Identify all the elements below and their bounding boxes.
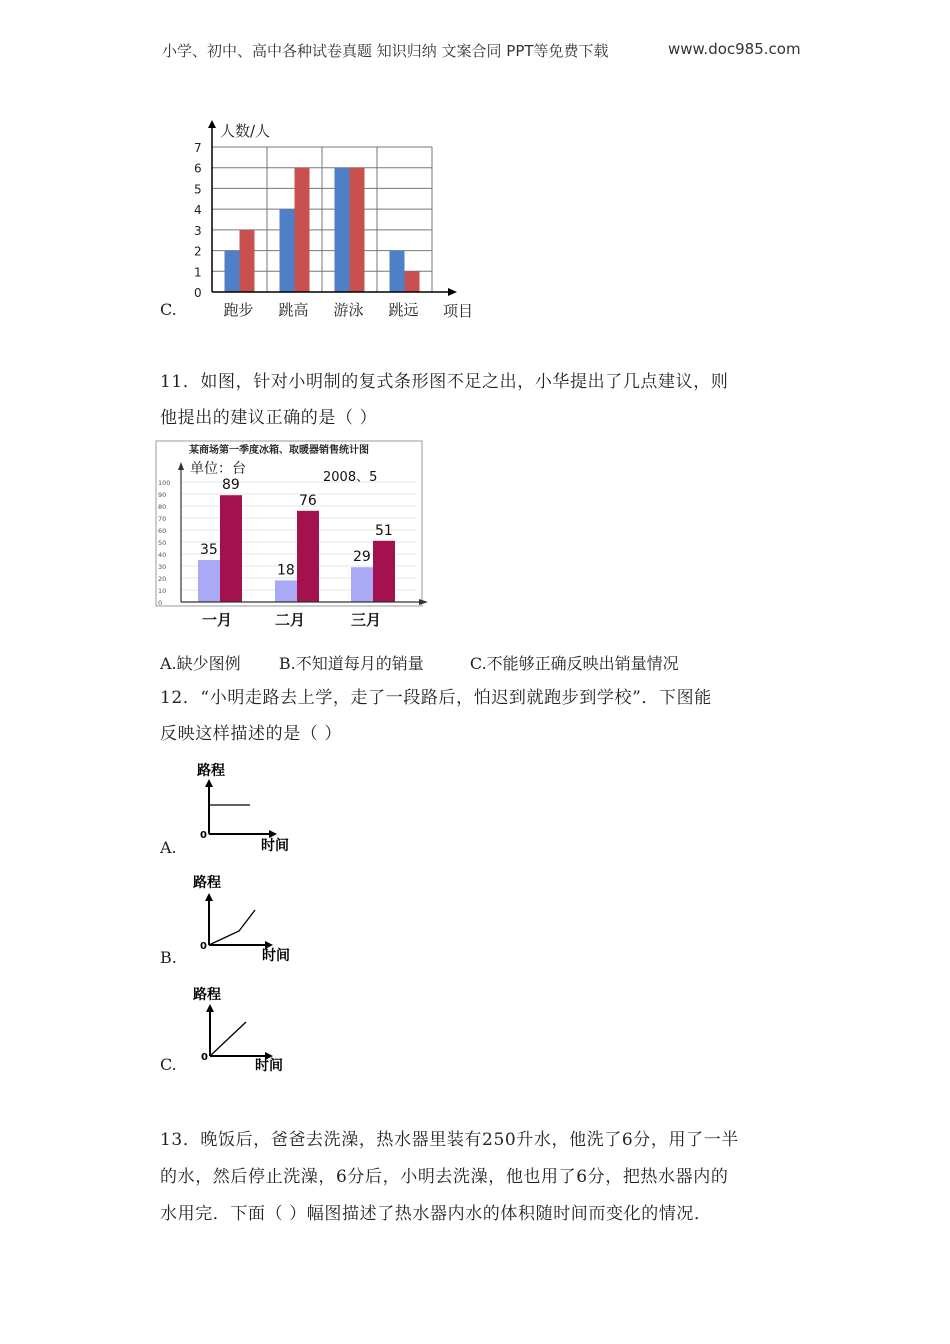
graph-c-origin: 0 <box>201 1052 208 1063</box>
q12-option-a-label[interactable]: A. <box>160 838 177 857</box>
graph-a-ylabel: 路程 <box>197 763 225 779</box>
q13-line-1: 13．晚饭后，爸爸去洗澡，热水器里装有250升水，他洗了6分，用了一半 <box>160 1130 739 1150</box>
c10-xlabel: 项目 <box>443 302 474 320</box>
q11-option-c[interactable]: C.不能够正确反映出销量情况 <box>469 654 679 673</box>
c10-category-label: 跳远 <box>388 301 419 319</box>
c11-ytick-label: 40 <box>158 551 167 559</box>
q12-text <box>160 680 792 752</box>
q10-bar-chart <box>180 118 500 328</box>
c11-date: 2008、5 <box>323 470 378 485</box>
c11-ytick-label: 100 <box>158 479 171 487</box>
c11-category-label: 三月 <box>351 611 382 629</box>
c10-bar-series-red <box>295 168 310 292</box>
c11-x-arrow <box>419 599 428 605</box>
q12-line-2: 反映这样描述的是（ ） <box>160 724 343 744</box>
c11-bar-series-dark <box>373 541 395 602</box>
page-header <box>162 40 802 61</box>
graph-a-xlabel: 时间 <box>261 838 289 853</box>
c10-category-label: 跳高 <box>278 301 309 319</box>
c10-ytick-label: 4 <box>194 203 202 218</box>
q13-text <box>160 1122 792 1233</box>
header-site: www.doc985.com <box>668 40 801 58</box>
q12-line-1: 12．“小明走路去上学，走了一段路后，怕迟到就跑步到学校”．下图能 <box>160 688 712 708</box>
graph-c-line <box>210 1022 246 1056</box>
c11-bar-series-dark <box>297 511 319 602</box>
c11-unit: 单位：台 <box>190 461 246 477</box>
c11-ytick-label: 0 <box>158 599 163 607</box>
c10-bar-series-blue <box>335 168 350 292</box>
c10-ytick-label: 7 <box>194 141 202 155</box>
c11-category-label: 二月 <box>275 611 306 629</box>
q12-option-c-label[interactable]: C. <box>160 1055 177 1074</box>
q11-line-1: 11．如图，针对小明制的复式条形图不足之出，小华提出了几点建议，则 <box>160 372 729 392</box>
graph-b-xlabel: 时间 <box>262 948 290 964</box>
q12-option-b-label[interactable]: B. <box>160 948 177 967</box>
c10-bar-series-red <box>405 271 420 292</box>
q11-bar-chart <box>155 440 435 635</box>
c11-ytick-label: 70 <box>158 515 167 523</box>
q11-options <box>160 651 800 674</box>
c11-ytick-label: 20 <box>158 575 167 583</box>
header-text: 小学、初中、高中各种试卷真题 知识归纳 文案合同 PPT等免费下载 <box>162 42 609 60</box>
c10-ytick-label: 2 <box>194 244 202 259</box>
c10-ytick-label: 0 <box>194 286 202 300</box>
c10-ytick-label: 5 <box>194 182 202 197</box>
c10-bar-series-blue <box>390 251 405 292</box>
c11-ytick-label: 60 <box>158 527 167 535</box>
c10-ytick-label: 3 <box>194 223 202 238</box>
q13-line-3: 水用完．下面（ ）幅图描述了热水器内水的体积随时间而变化的情况． <box>160 1204 712 1224</box>
c11-category-label: 一月 <box>202 611 233 629</box>
graph-c-xlabel: 时间 <box>255 1058 283 1074</box>
q11-text <box>160 364 792 436</box>
c10-bar-series-red <box>350 168 365 292</box>
c11-data-label: 51 <box>375 522 393 539</box>
graph-b-line <box>209 910 255 945</box>
x-axis-arrow <box>448 288 457 296</box>
c11-data-label: 76 <box>299 492 317 509</box>
c11-ytick-label: 10 <box>158 587 167 595</box>
q10-option-c-label: C. <box>160 300 177 319</box>
graph-c-ylabel: 路程 <box>193 987 221 1003</box>
c11-ytick-label: 30 <box>158 563 167 571</box>
q12-graph-b <box>185 870 300 965</box>
q11-line-2: 他提出的建议正确的是（ ） <box>160 408 378 428</box>
c11-y-arrow <box>178 462 184 470</box>
q12-graph-c <box>185 982 300 1077</box>
graph-b-ylabel: 路程 <box>193 875 221 891</box>
c11-title: 某商场第一季度冰箱、取暖器销售统计图 <box>189 445 369 456</box>
y-axis-arrow <box>208 120 216 128</box>
q11-option-a[interactable]: A.缺少图例 <box>160 654 241 673</box>
c10-category-label: 跑步 <box>223 301 254 319</box>
c11-bar-series-light <box>275 580 297 602</box>
c11-ytick-label: 80 <box>158 503 167 511</box>
c10-ylabel: 人数/人 <box>220 122 271 140</box>
c11-data-label: 35 <box>200 542 218 558</box>
c11-bar-series-light <box>198 560 220 602</box>
q13-line-2: 的水，然后停止洗澡，6分后，小明去洗澡，他也用了6分，把热水器内的 <box>160 1167 729 1187</box>
c11-bar-series-light <box>351 567 373 602</box>
q11-option-b[interactable]: B.不知道每月的销量 <box>278 654 424 673</box>
c11-bar-series-dark <box>220 495 242 602</box>
c10-category-label: 游泳 <box>333 301 364 319</box>
c10-ytick-label: 6 <box>194 161 202 176</box>
c10-bar-series-red <box>240 230 255 292</box>
c11-ytick-label: 50 <box>158 539 167 547</box>
c11-data-label: 89 <box>222 477 240 494</box>
c10-bar-series-blue <box>280 209 295 292</box>
graph-b-origin: 0 <box>200 941 207 952</box>
c10-ytick-label: 1 <box>194 265 202 280</box>
c10-bar-series-blue <box>225 251 240 292</box>
c11-data-label: 29 <box>353 549 371 566</box>
graph-a-origin: 0 <box>200 830 207 841</box>
c11-data-label: 18 <box>277 562 295 579</box>
c11-ytick-label: 90 <box>158 491 167 499</box>
q12-graph-a <box>185 758 300 853</box>
